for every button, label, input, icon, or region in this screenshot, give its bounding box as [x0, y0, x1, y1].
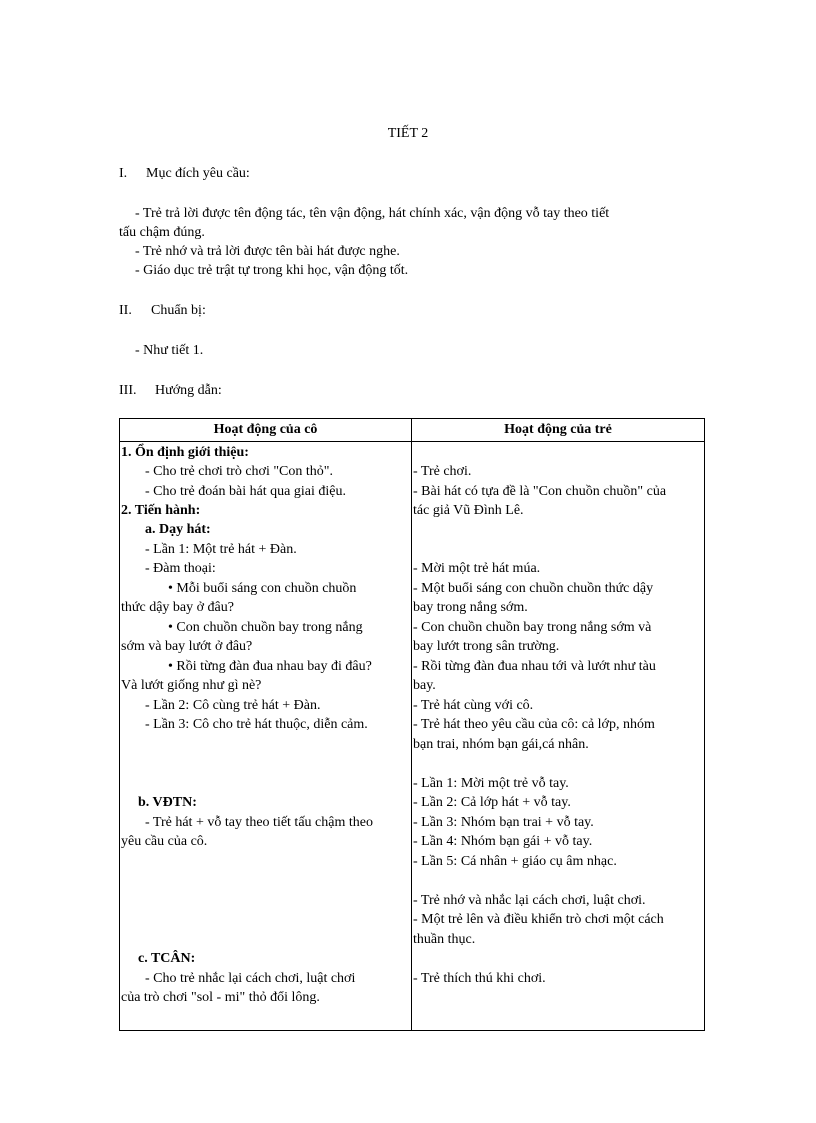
- teacher-question: • Mỗi buổi sáng con chuồn chuồn: [168, 581, 357, 596]
- child-activity-cell: [412, 442, 705, 1031]
- section-3-title: Hướng dẫn:: [155, 383, 222, 398]
- child-line: - Một buổi sáng con chuồn chuồn thức dậy: [413, 581, 654, 596]
- section-3-heading: [119, 381, 222, 400]
- section-1-line: - Giáo dục trẻ trật tự trong khi học, vận động tốt.: [135, 263, 409, 278]
- teacher-line: - Trẻ hát + vỗ tay theo tiết tấu chậm theo: [145, 815, 373, 830]
- child-line: bạn trai, nhóm bạn gái,cá nhân.: [413, 737, 589, 752]
- child-line: - Một trẻ lên và điều khiển trò chơi một cách: [413, 912, 664, 927]
- teacher-line: - Cho trẻ nhắc lại cách chơi, luật chơi: [145, 971, 356, 986]
- child-line: thuần thục.: [413, 932, 476, 947]
- teacher-line: - Đàm thoại:: [145, 561, 216, 576]
- child-line: bay.: [413, 678, 436, 693]
- section-1-number: I.: [119, 166, 128, 181]
- child-line: - Lần 1: Mời một trẻ vỗ tay.: [413, 776, 569, 791]
- child-line: - Con chuồn chuồn bay trong nắng sớm và: [413, 620, 652, 635]
- section-2-number: II.: [119, 303, 132, 318]
- section-1-line: - Trẻ nhớ và trả lời được tên bài hát được nghe.: [135, 244, 400, 259]
- child-line: - Rồi từng đàn đua nhau tới và lướt như tàu: [413, 659, 656, 674]
- teacher-question: • Rồi từng đàn đua nhau bay đi đâu?: [168, 659, 372, 674]
- child-line: - Trẻ hát theo yêu cầu của cô: cả lớp, nhóm: [413, 717, 655, 732]
- step-2-heading: 2. Tiến hành:: [121, 503, 201, 518]
- teacher-line: của trò chơi "sol - mi" thỏ đổi lông.: [121, 990, 320, 1005]
- activity-table: [119, 418, 705, 1031]
- teacher-line: - Cho trẻ đoán bài hát qua giai điệu.: [145, 484, 346, 499]
- table-row: [120, 442, 705, 1031]
- child-line: - Trẻ thích thú khi chơi.: [413, 971, 546, 986]
- header-child-activity: Hoạt động của trẻ: [412, 419, 705, 442]
- section-2-title: Chuẩn bị:: [151, 303, 206, 318]
- table-header-row: [120, 419, 705, 442]
- child-line: - Trẻ nhớ và nhắc lại cách chơi, luật chơi.: [413, 893, 646, 908]
- child-line: tác giả Vũ Đình Lê.: [413, 503, 524, 518]
- section-1-heading: [119, 164, 250, 183]
- child-line: - Trẻ chơi.: [413, 464, 472, 479]
- teacher-line: yêu cầu của cô.: [121, 834, 208, 849]
- teacher-line: - Lần 3: Cô cho trẻ hát thuộc, diễn cảm.: [145, 717, 368, 732]
- child-line: - Lần 2: Cả lớp hát + vỗ tay.: [413, 795, 571, 810]
- child-line: - Lần 4: Nhóm bạn gái + vỗ tay.: [413, 834, 593, 849]
- subsection-b-heading: b. VĐTN:: [138, 795, 197, 810]
- child-line: - Mời một trẻ hát múa.: [413, 561, 541, 576]
- page-title: TIẾT 2: [387, 126, 429, 141]
- section-1-line: tấu chậm đúng.: [119, 225, 205, 240]
- subsection-a-heading: a. Dạy hát:: [145, 522, 211, 537]
- child-line: bay lướt trong sân trường.: [413, 639, 560, 654]
- child-line: - Bài hát có tựa đề là "Con chuồn chuồn" của: [413, 484, 667, 499]
- section-2-heading: [119, 301, 206, 320]
- child-line: - Lần 5: Cá nhân + giáo cụ âm nhạc.: [413, 854, 617, 869]
- step-1-heading: 1. Ổn định giới thiệu:: [121, 445, 249, 460]
- header-teacher-activity: Hoạt động của cô: [120, 419, 412, 442]
- teacher-question: Và lướt giống như gì nè?: [121, 678, 262, 693]
- teacher-activity-cell: [120, 442, 412, 1031]
- teacher-question: • Con chuồn chuồn bay trong nắng: [168, 620, 363, 635]
- teacher-question: sớm và bay lướt ở đâu?: [121, 639, 253, 654]
- teacher-line: - Cho trẻ chơi trò chơi "Con thỏ".: [145, 464, 333, 479]
- child-line: - Trẻ hát cùng với cô.: [413, 698, 534, 713]
- section-2-line: - Như tiết 1.: [135, 343, 204, 358]
- section-3-number: III.: [119, 383, 137, 398]
- child-line: bay trong nắng sớm.: [413, 600, 528, 615]
- section-1-title: Mục đích yêu cầu:: [146, 166, 250, 181]
- teacher-question: thức dậy bay ở đâu?: [121, 600, 234, 615]
- child-line: - Lần 3: Nhóm bạn trai + vỗ tay.: [413, 815, 594, 830]
- section-1-line: - Trẻ trả lời được tên động tác, tên vận động, hát chính xác, vận động vỗ tay theo tiết: [135, 206, 610, 221]
- teacher-line: - Lần 2: Cô cùng trẻ hát + Đàn.: [145, 698, 321, 713]
- teacher-line: - Lần 1: Một trẻ hát + Đàn.: [145, 542, 297, 557]
- subsection-c-heading: c. TCÂN:: [138, 951, 196, 966]
